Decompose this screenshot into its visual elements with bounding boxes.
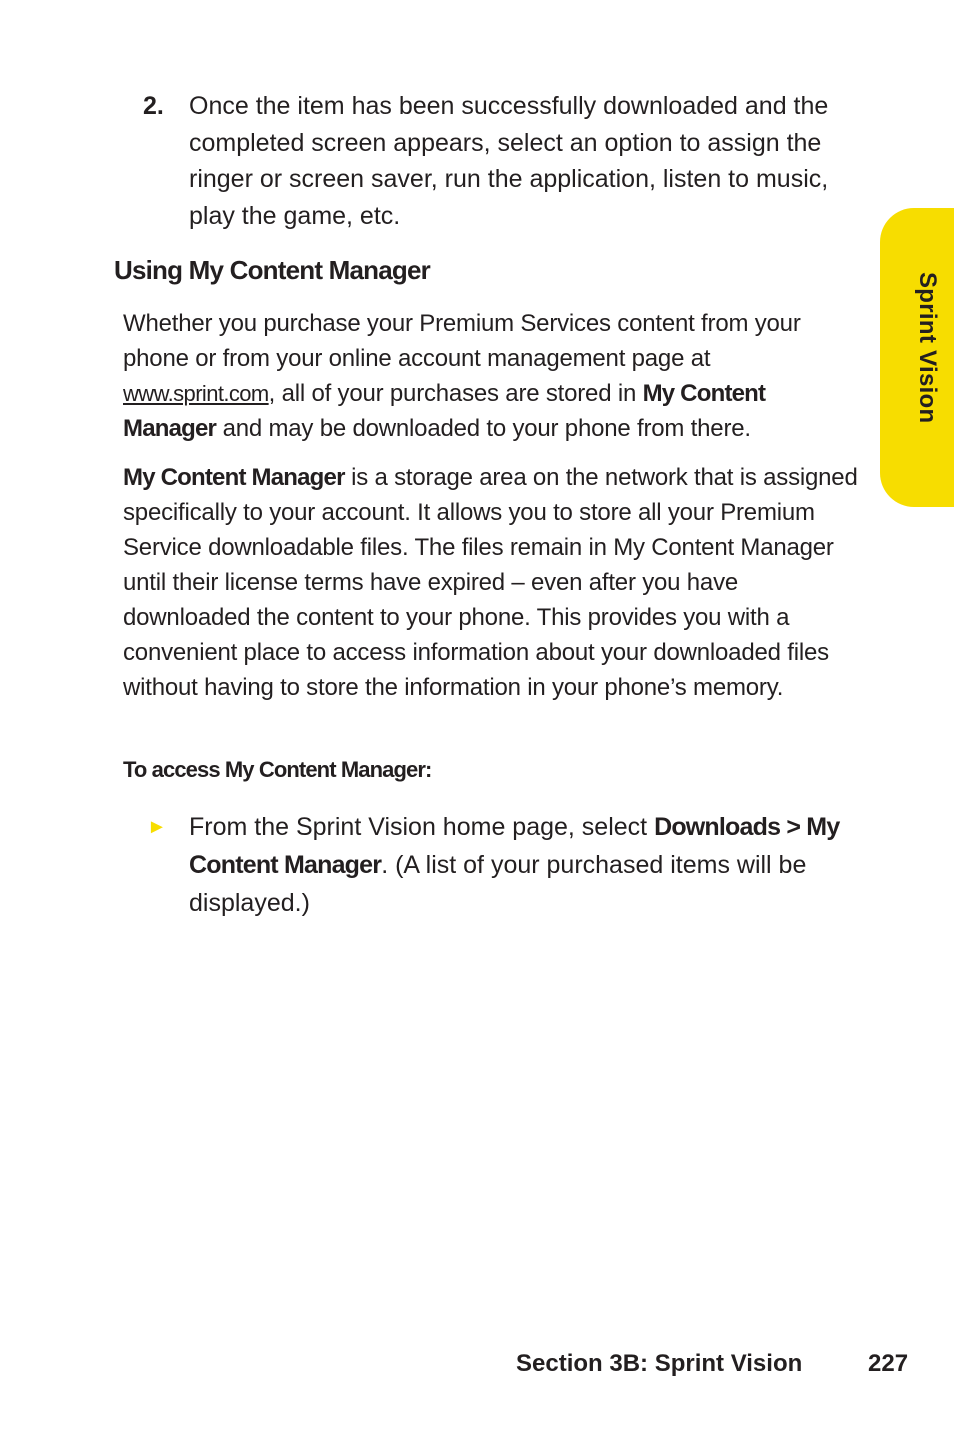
sprint-website-link[interactable]: www.sprint.com (123, 381, 269, 406)
intro-mid-text: , all of your purchases are stored in (268, 380, 643, 407)
step-text: Once the item has been successfully downloaded and the completed screen appears, select an option to assign the ringer or screen saver, run the application, listen to music, play the game, etc. (189, 92, 829, 230)
procedure-intro: From the Sprint Vision home page, select (189, 813, 655, 841)
procedure-end: . (A list of your purchased items will be displayed.) (189, 851, 807, 917)
intro-text: Whether you purchase your Premium Services content from your phone or from your online account management page at (123, 310, 801, 372)
side-tab-label: Sprint Vision (914, 272, 941, 424)
my-content-manager-term: My Content Manager (123, 380, 766, 442)
page-number: 227 (868, 1350, 909, 1377)
description-paragraph (123, 460, 863, 705)
footer-section-label: Section 3B: Sprint Vision (516, 1350, 803, 1377)
my-content-manager-term: My Content Manager (123, 464, 345, 491)
intro-end-text: and may be downloaded to your phone from there. (216, 415, 751, 442)
intro-paragraph (123, 306, 863, 446)
step-number: 2. (143, 92, 164, 120)
procedure-heading: To access My Content Manager: (123, 757, 432, 782)
description-text: is a storage area on the network that is assigned specifically to your account. It allows you to store all your Premium Service downloadable files. The files remain in My Content Manager until their license terms have expired – even after you have downloaded the content to your phone. This provides you with a convenient place to access information about your downloaded files without having to store the information in your phone’s memory. (123, 464, 858, 701)
section-heading: Using My Content Manager (114, 255, 430, 285)
arrow-right-icon: ► (147, 816, 167, 838)
procedure-text (189, 808, 847, 922)
step-item (143, 88, 868, 234)
menu-path: Downloads > My Content Manager (189, 813, 840, 879)
procedure-step (147, 808, 847, 922)
